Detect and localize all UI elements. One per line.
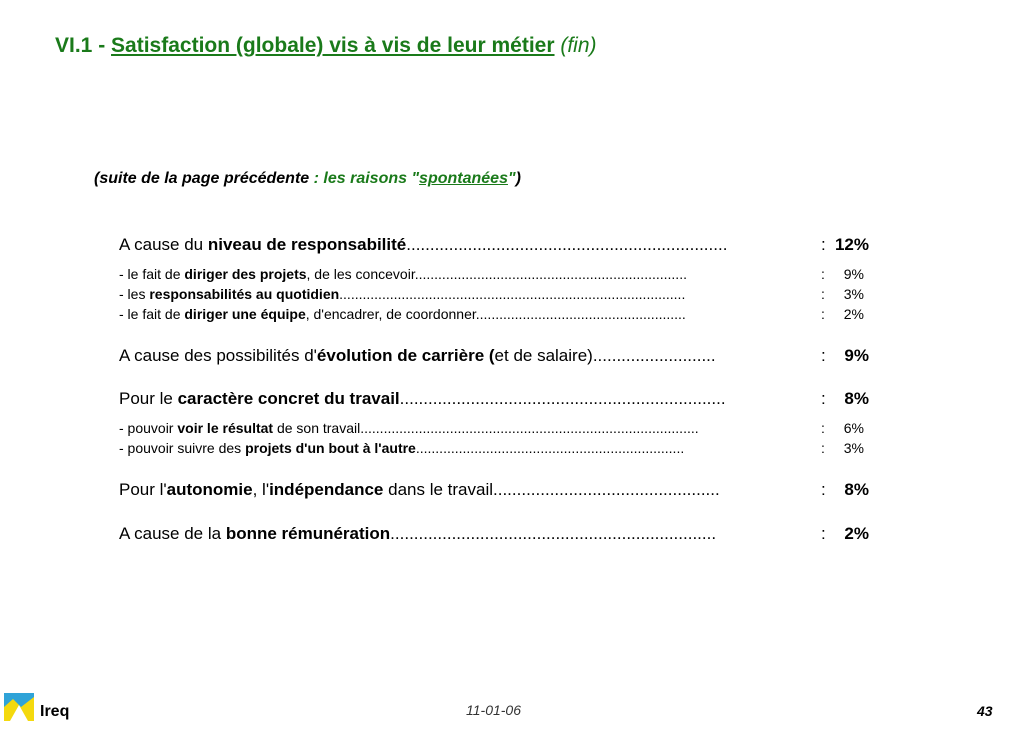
footer-brand: Ireq (40, 703, 70, 720)
percent-value: 3% (843, 286, 864, 302)
reason-bold: bonne rémunération (225, 524, 391, 543)
reason-post: et de salaire) (494, 346, 593, 365)
reason-pre: - pouvoir suivre des (119, 440, 246, 456)
colon: : (821, 524, 826, 543)
percent-value: 2% (843, 306, 864, 322)
title-prefix: VI.1 - (55, 34, 112, 57)
reason-bold: responsabilités au quotidien (149, 286, 340, 302)
reason-bold: caractère concret du travail (177, 389, 400, 408)
reason-pre: - le fait de (119, 306, 185, 322)
page-number: 43 (977, 703, 993, 719)
colon: : (821, 440, 825, 456)
percent-value: 2% (844, 524, 869, 543)
percent-value: 6% (843, 420, 864, 436)
reason-pre: Pour le (119, 389, 178, 408)
percent-value: 3% (843, 440, 864, 456)
percent-value: 8% (844, 480, 869, 499)
reason-label (119, 306, 686, 322)
leader-dots: ...................................................... (475, 306, 686, 322)
reason-post: de son travail (273, 420, 361, 436)
leader-dots: ....................................................................................... (360, 420, 699, 436)
reason-pre: A cause de la (119, 524, 226, 543)
colon: : (821, 286, 825, 302)
colon: : (821, 389, 826, 408)
reason-label (119, 235, 727, 255)
reason-label (119, 420, 699, 436)
subtitle-part1: (suite de la page précédente (94, 170, 310, 187)
colon: : (821, 266, 825, 282)
title-underlined: Satisfaction (globale) vis à vis de leur métier (111, 34, 555, 57)
reason-bold-2: indépendance (269, 480, 384, 499)
leader-dots: ...................................................................... (414, 266, 687, 282)
title-suffix: (fin) (560, 34, 597, 57)
percent-value: 12% (834, 235, 869, 254)
percent-value: 8% (844, 389, 869, 408)
subtitle-part3: " (507, 170, 516, 187)
colon: : (821, 420, 825, 436)
reason-post: , de les concevoir (306, 266, 415, 282)
reason-post: , l' (252, 480, 270, 499)
subtitle-part2: : les raisons " (309, 170, 420, 187)
reason-label (119, 440, 684, 456)
reason-bold: niveau de responsabilité (207, 235, 407, 254)
footer-date: 11-01-06 (466, 702, 522, 718)
reason-pre: Pour l' (119, 480, 167, 499)
colon: : (821, 480, 826, 499)
reason-pre: - les (119, 286, 150, 302)
colon: : (821, 306, 825, 322)
reason-bold: diriger une équipe (184, 306, 306, 322)
leader-dots: ..................................................................... (399, 389, 726, 408)
reason-bold: diriger des projets (184, 266, 307, 282)
leader-dots: ..................................................................... (415, 440, 685, 456)
subtitle-part4: ) (515, 170, 521, 187)
colon: : (821, 346, 826, 365)
reason-label (119, 286, 685, 302)
percent-value: 9% (844, 346, 869, 365)
reason-pre: A cause des possibilités d' (119, 346, 317, 365)
percent-value: 9% (843, 266, 864, 282)
leader-dots: ................................................ (493, 480, 720, 499)
reason-bold: évolution de carrière ( (316, 346, 495, 365)
reason-post-2: dans le travail (383, 480, 494, 499)
page-title (55, 34, 597, 58)
leader-dots: .................................................................... (406, 235, 728, 254)
reason-pre: - le fait de (119, 266, 185, 282)
subtitle-underlined: spontanées (419, 170, 508, 187)
reason-label (119, 346, 716, 366)
section-subtitle (94, 170, 521, 188)
leader-dots: .......................... (592, 346, 716, 365)
reason-bold: voir le résultat (177, 420, 274, 436)
reason-pre: - pouvoir (119, 420, 178, 436)
reason-bold: projets d'un bout à l'autre (245, 440, 416, 456)
reason-label (119, 266, 687, 282)
reason-bold: autonomie (166, 480, 253, 499)
reason-post: , d'encadrer, de coordonner (305, 306, 476, 322)
ireq-logo-icon (4, 693, 34, 721)
reason-pre: A cause du (119, 235, 208, 254)
leader-dots: ..................................................................... (390, 524, 717, 543)
leader-dots: ......................................................................................... (339, 286, 686, 302)
reason-label (119, 524, 716, 544)
reason-label (119, 389, 726, 409)
colon: : (821, 235, 826, 254)
reason-label (119, 480, 720, 500)
